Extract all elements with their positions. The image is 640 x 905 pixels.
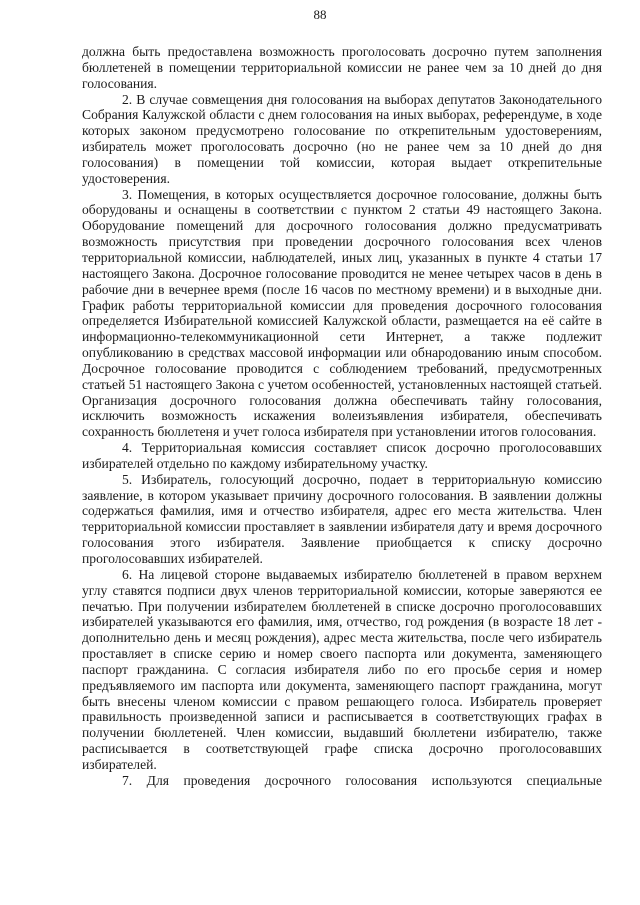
paragraph-6: 6. На лицевой стороне выдаваемых избирателю бюллетеней в правом верхнем углу ставятся подписи двух членов территориальной комиссии, которые заверяются ее печатью. При получении избирателем бюллетеней в списке досрочно проголосовавших избирателей указываются его фамилия, имя, отчество, год рождения (в возрасте 18 лет - дополнительно день и месяц рождения), адрес места жительства, после чего избиратель проставляет в списке серию и номер своего паспорта или документа, заменяющего паспорт гражданина. С согласия избирателя либо по его просьбе серия и номер предъявляемого им паспорта или документа, заменяющего паспорт гражданина, могут быть внесены членом комиссии с правом решающего голоса. Избиратель проверяет правильность произведенной записи и расписывается в соответствующих графах в получении бюллетеней. Член комиссии, выдавший бюллетени избирателю, также расписывается в соответствующей графе списка досрочно проголосовавших избирателей. [82,566,602,772]
paragraph-2: 2. В случае совмещения дня голосования на выборах депутатов Законодательного Собрания Калужской области с днем голосования на иных выборах, референдуме, в ходе которых законом предусмотрено голосование по открепительным удостоверениям, избиратель может проголосовать досрочно (но не ранее чем за 10 дней до дня голосования) в помещении той комиссии, которая выдает открепительные удостоверения. [82,91,602,186]
paragraph-3: 3. Помещения, в которых осуществляется досрочное голосование, должны быть оборудованы и оснащены в соответствии с пунктом 2 статьи 49 настоящего Закона. Оборудование помещений для досрочного голосования должно предусматривать возможность присутствия при проведении досрочного голосования всех членов территориальной комиссии, наблюдателей, иных лиц, указанных в пункте 4 статьи 17 настоящего Закона. Досрочное голосование проводится не менее четырех часов в день в рабочие дни в вечернее время (после 16 часов по местному времени) и в выходные дни. График работы территориальной комиссии для проведения досрочного голосования определяется Избирательной комиссией Калужской области, размещается на её сайте в информационно-телекоммуникационной сети Интернет, а также подлежит опубликованию в средствах массовой информации или обнародованию иным способом. Досрочное голосование проводится с соблюдением требований, предусмотренных статьей 51 настоящего Закона с учетом особенностей, установленных настоящей статьей. Организация досрочного голосования должна обеспечивать тайну голосования, исключить возможность искажения волеизъявления избирателя, обеспечивать сохранность бюллетеня и учет голоса избирателя при установлении итогов голосования. [82,186,602,440]
paragraph-5: 5. Избиратель, голосующий досрочно, подает в территориальную комиссию заявление, в котором указывает причину досрочного голосования. В заявлении должны содержаться фамилия, имя и отчество избирателя, адрес его места жительства. Член территориальной комиссии проставляет в заявлении избирателя дату и время досрочного голосования этого избирателя. Заявление приобщается к списку досрочно проголосовавших избирателей. [82,471,602,566]
paragraph-continued: должна быть предоставлена возможность проголосовать досрочно путем заполнения бюллетеней в помещении территориальной комиссии не ранее чем за 10 дней до дня голосования. [82,44,602,91]
page-number: 88 [313,7,327,22]
paragraph-7: 7. Для проведения досрочного голосования используются специальные [122,772,602,788]
paragraph-4: 4. Территориальная комиссия составляет список досрочно проголосовавших избирателей отдельно по каждому избирательному участку. [82,440,602,471]
document-body [82,44,602,789]
